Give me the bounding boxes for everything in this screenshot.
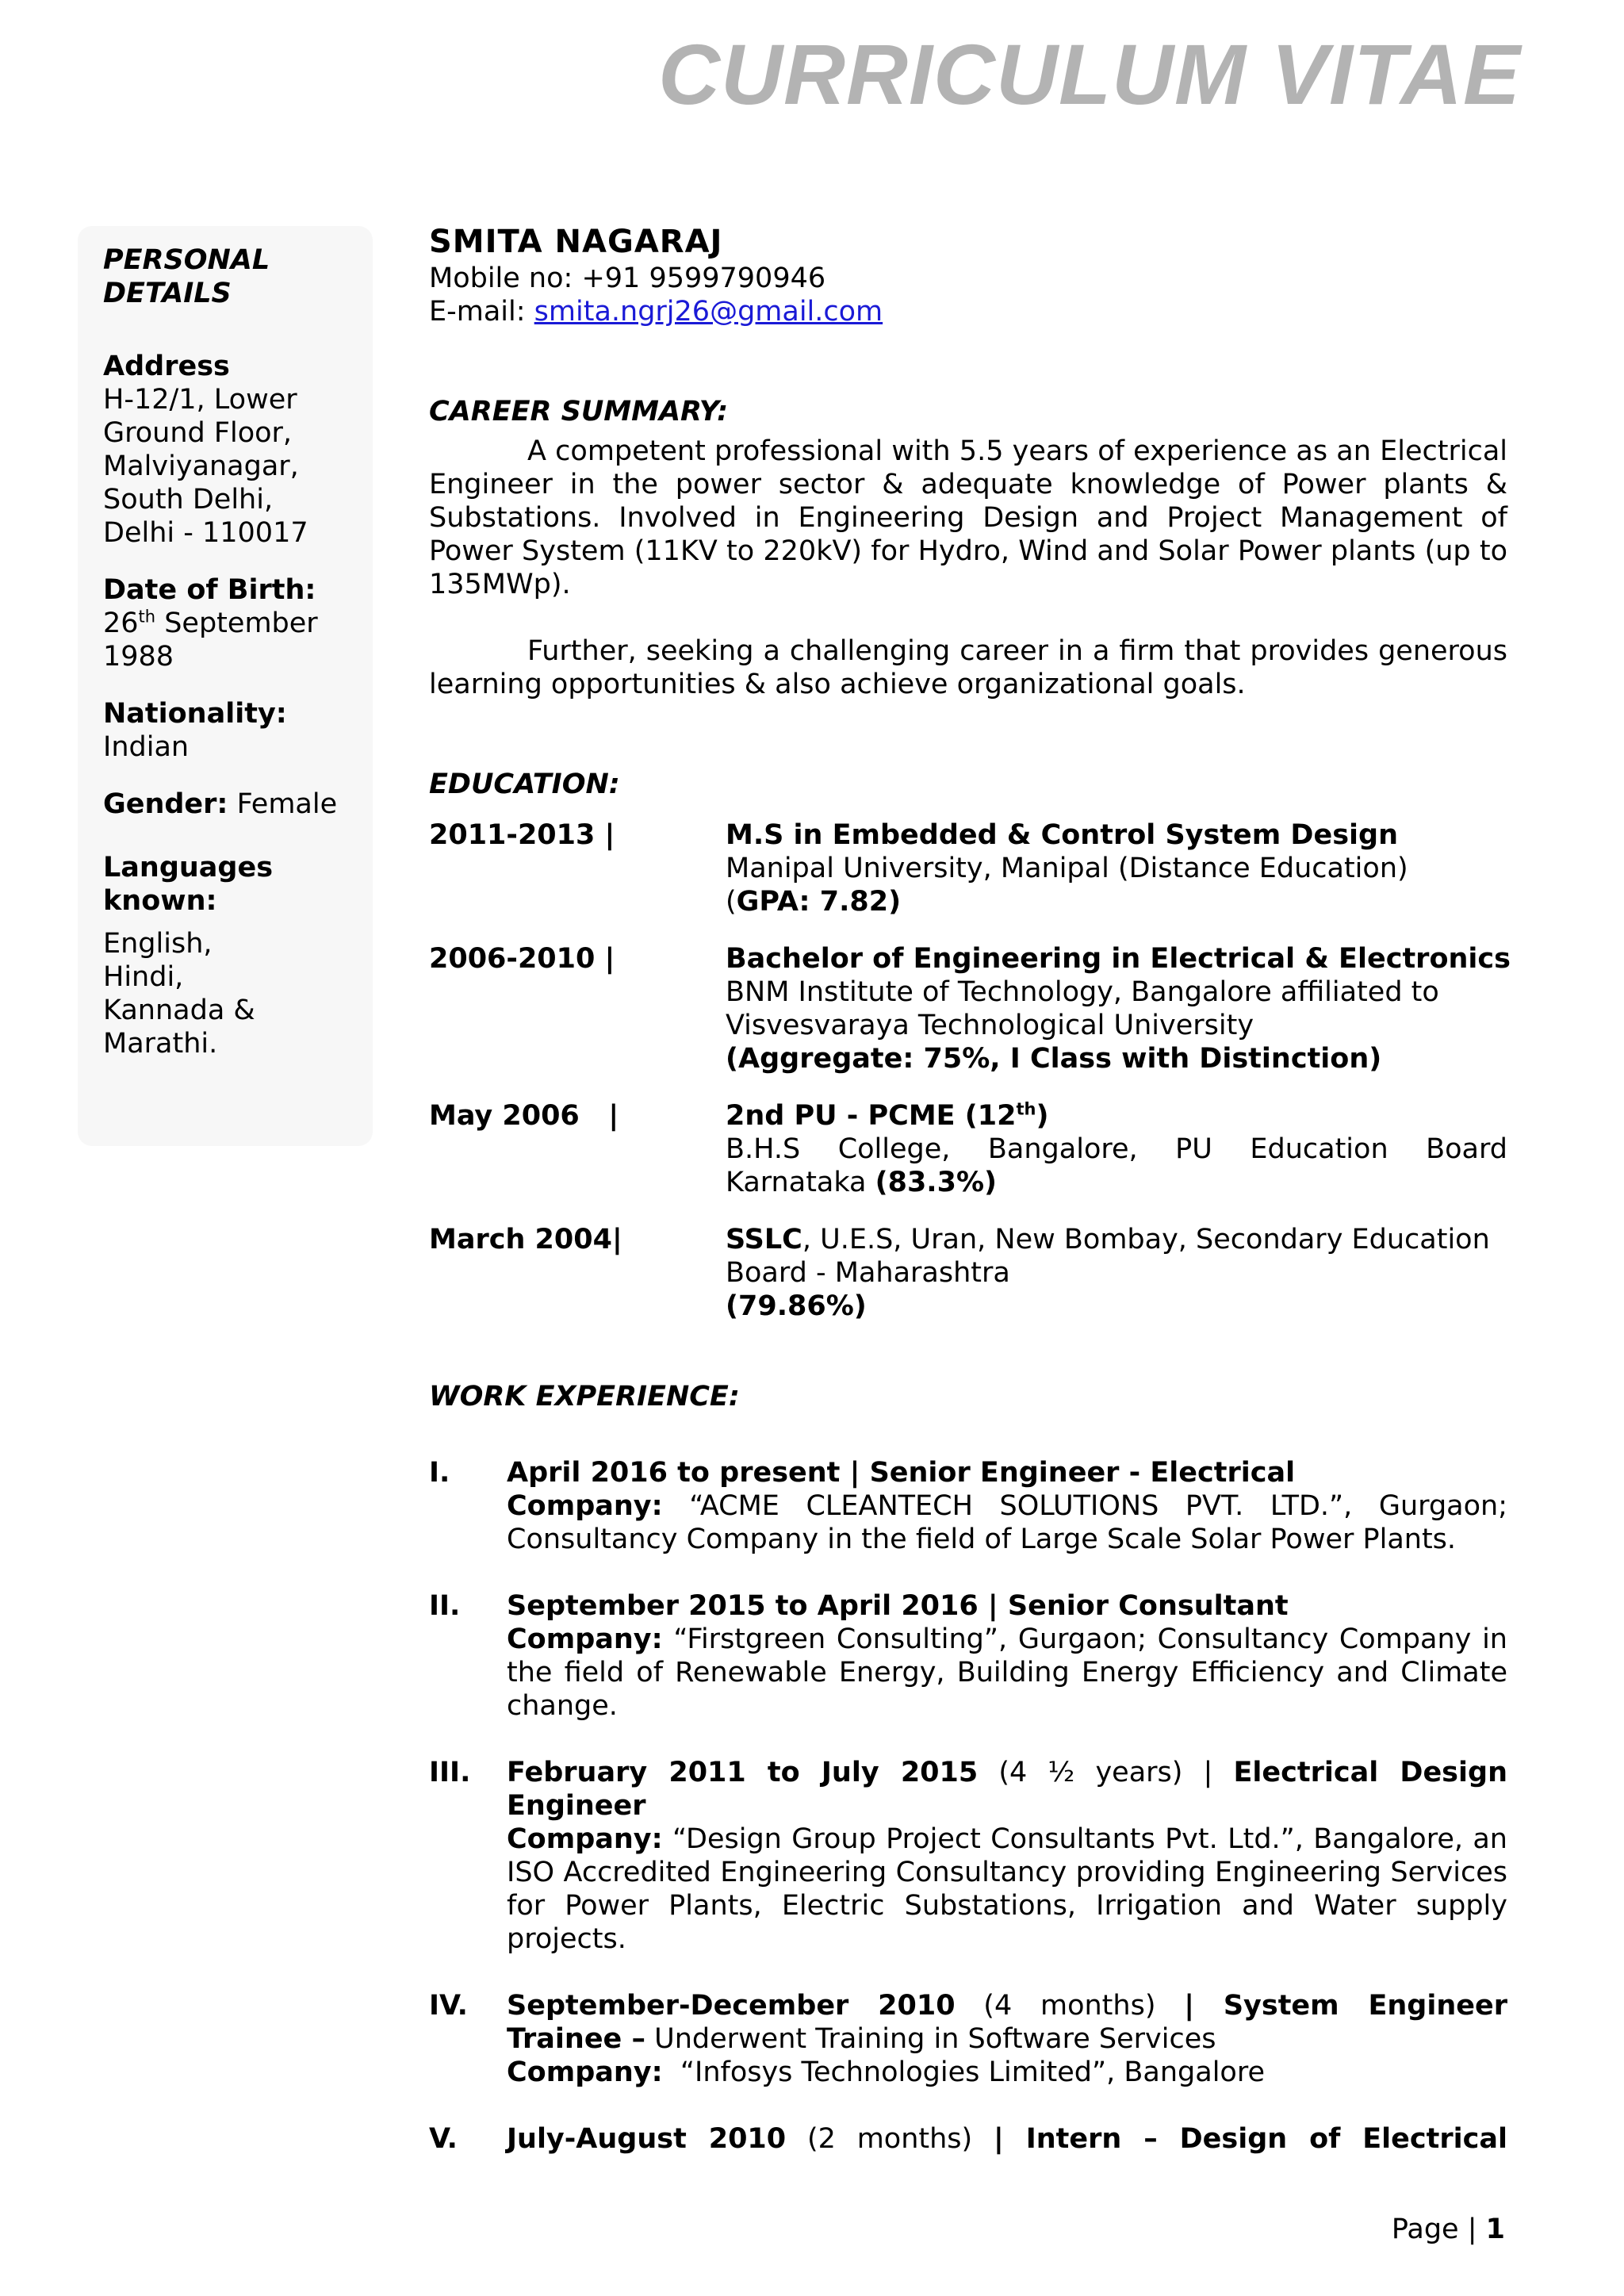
- education-list: [429, 818, 1511, 1323]
- company-text: “Firstgreen Consulting”, Gurgaon; Consultancy Company in the field of Renewable Energy, Building Energy Efficiency and Climate change.: [507, 1623, 1507, 1722]
- address-value: H-12/1, Lower Ground Floor, Malviyanagar, South Delhi, Delhi - 110017: [103, 384, 308, 549]
- work-title: September 2015 to April 2016 | Senior Consultant: [507, 1590, 1289, 1622]
- work-details: [507, 1756, 1507, 1956]
- work-details: [507, 1989, 1507, 2089]
- nationality-block: [103, 697, 373, 764]
- gpa-open: (: [726, 886, 737, 918]
- dob-day: 26: [103, 608, 139, 639]
- work-period: July-August 2010: [507, 2123, 787, 2155]
- education-item: [429, 818, 1507, 918]
- work-role-detail: Underwent Training in Software Services: [645, 2023, 1216, 2055]
- education-score: (Aggregate: 75%, I Class with Distinction): [726, 1043, 1382, 1075]
- address-block: [103, 350, 373, 550]
- education-title: Bachelor of Engineering in Electrical & Electronics: [726, 943, 1511, 975]
- address-label: Address: [103, 351, 230, 382]
- work-number: III.: [429, 1757, 471, 1788]
- email-line: [429, 295, 1507, 328]
- nationality-value: Indian: [103, 731, 190, 763]
- education-details: [726, 1223, 1507, 1323]
- page-label: Page |: [1391, 2214, 1486, 2245]
- nationality-label: Nationality:: [103, 698, 287, 730]
- document-title: CURRICULUM VITAE: [658, 26, 1521, 122]
- gender-label: Gender:: [103, 788, 228, 820]
- work-title: [507, 1989, 1507, 2056]
- work-role: Electrical Design Engineer: [507, 1757, 1507, 1822]
- work-list: [429, 1456, 1507, 2156]
- education-institution: [726, 1133, 1507, 1199]
- work-company: [507, 1623, 1507, 1723]
- education-institution: [726, 1223, 1507, 1290]
- work-number: IV.: [429, 1990, 468, 2022]
- email-link[interactable]: smita.ngrj26@gmail.com: [534, 296, 883, 328]
- main-content: [429, 222, 1511, 2156]
- gpa-value: GPA: 7.82): [736, 886, 902, 918]
- work-number: V.: [429, 2123, 458, 2155]
- company-label: Company:: [507, 1623, 663, 1655]
- mobile-value: +91 9599790946: [573, 263, 826, 294]
- education-institution-text: B.H.S College, Bangalore, PU Education Board Karnataka: [726, 1133, 1507, 1198]
- work-item: [429, 2122, 1507, 2156]
- candidate-name: SMITA NAGARAJ: [429, 224, 723, 260]
- page-number: 1: [1485, 2214, 1505, 2245]
- education-year: 2006-2010 |: [429, 943, 615, 975]
- company-text: “Infosys Technologies Limited”, Bangalore: [662, 2056, 1265, 2088]
- education-institution: Manipal University, Manipal (Distance Education): [726, 853, 1408, 884]
- education-details: [726, 1099, 1507, 1199]
- work-details: [507, 1589, 1507, 1723]
- company-label: Company:: [507, 1490, 663, 1522]
- education-title: SSLC: [726, 1224, 802, 1255]
- gender-value: Female: [228, 788, 338, 820]
- work-item: [429, 1756, 1507, 1956]
- page-footer: [1392, 2213, 1505, 2246]
- work-item: [429, 1989, 1507, 2089]
- work-item: [429, 1456, 1507, 1556]
- languages-block: [103, 851, 373, 1060]
- dob-ordinal: th: [138, 607, 156, 627]
- work-details: [507, 2122, 1507, 2156]
- work-period: September-December 2010: [507, 1990, 956, 2022]
- work-period: February 2011 to July 2015: [507, 1757, 979, 1788]
- company-label: Company:: [507, 2056, 663, 2088]
- dob-label: Date of Birth:: [103, 574, 316, 606]
- education-item: [429, 942, 1511, 1075]
- education-year: March 2004|: [429, 1224, 622, 1255]
- mobile-line: [429, 262, 1507, 295]
- education-institution: BNM Institute of Technology, Bangalore affiliated to Visvesvaraya Technological University: [726, 976, 1439, 1041]
- career-goal-paragraph: Further, seeking a challenging career in a firm that provides generous learning opportunities & also achieve organizational goals.: [429, 635, 1507, 700]
- work-title: April 2016 to present | Senior Engineer - Electrical: [507, 1457, 1296, 1489]
- education-details: [726, 818, 1507, 918]
- work-number: I.: [429, 1457, 450, 1489]
- work-duration: (4 ½ years) |: [978, 1757, 1234, 1788]
- email-label: E-mail:: [429, 296, 526, 328]
- company-label: Company:: [507, 1823, 663, 1855]
- work-experience-heading: WORK EXPERIENCE:: [429, 1381, 740, 1412]
- education-score: (83.3%): [875, 1167, 998, 1198]
- work-number: II.: [429, 1590, 461, 1622]
- work-title: [507, 1756, 1507, 1823]
- work-duration: (4 months): [955, 1990, 1185, 2022]
- education-title-text: 2nd PU - PCME (12: [726, 1100, 1017, 1132]
- work-duration: (2 months): [786, 2123, 994, 2155]
- work-item: [429, 1589, 1507, 1723]
- languages-label: Languages known:: [103, 852, 274, 917]
- education-details: [726, 942, 1511, 1075]
- education-year: May 2006 |: [429, 1100, 619, 1132]
- education-title-ordinal: th: [1016, 1099, 1036, 1119]
- company-text: “ACME CLEANTECH SOLUTIONS PVT. LTD.”, Gurgaon; Consultancy Company in the field of Large Scale Solar Power Plants.: [507, 1490, 1507, 1555]
- education-score: (79.86%): [726, 1290, 867, 1322]
- dob-rest: September 1988: [103, 608, 318, 673]
- career-summary-paragraph: A competent professional with 5.5 years of experience as an Electrical Engineer in the power sector & adequate knowledge of Power plants & Substations. Involved in Engineering Design and Project Management of Power System (11KV to 220kV) for Hydro, Wind and Solar Power plants (up to 135MWp).: [429, 435, 1507, 600]
- education-institution-text: , U.E.S, Uran, New Bombay, Secondary Education Board - Maharashtra: [726, 1224, 1490, 1289]
- education-heading: EDUCATION:: [429, 769, 620, 800]
- dob-value: [103, 607, 373, 673]
- work-role: | Intern – Design of Electrical: [994, 2123, 1507, 2155]
- education-item: [429, 1099, 1507, 1199]
- dob-block: [103, 573, 373, 673]
- education-year: 2011-2013 |: [429, 819, 615, 851]
- work-company: [507, 2056, 1507, 2089]
- personal-details-heading: PERSONAL DETAILS: [103, 244, 270, 309]
- education-title-close: ): [1036, 1100, 1049, 1132]
- career-summary-heading: CAREER SUMMARY:: [429, 396, 729, 427]
- work-company: [507, 1489, 1507, 1556]
- work-title: [507, 2122, 1507, 2156]
- education-title: [726, 1099, 1507, 1133]
- work-details: [507, 1456, 1507, 1556]
- education-score: [726, 885, 1507, 918]
- work-company: [507, 1823, 1507, 1956]
- work-role: | System Engineer Trainee –: [507, 1990, 1507, 2055]
- languages-value: English, Hindi, Kannada & Marathi.: [103, 928, 255, 1060]
- education-item: [429, 1223, 1507, 1323]
- education-title: M.S in Embedded & Control System Design: [726, 819, 1399, 851]
- personal-details-panel: [78, 226, 373, 1146]
- company-text: “Design Group Project Consultants Pvt. Ltd.”, Bangalore, an ISO Accredited Engineering Consultancy providing Engineering Services for Power Plants, Electric Substations, Irrigation and Water supply projects.: [507, 1823, 1507, 1955]
- gender-block: [103, 788, 373, 821]
- mobile-label: Mobile no:: [429, 263, 573, 294]
